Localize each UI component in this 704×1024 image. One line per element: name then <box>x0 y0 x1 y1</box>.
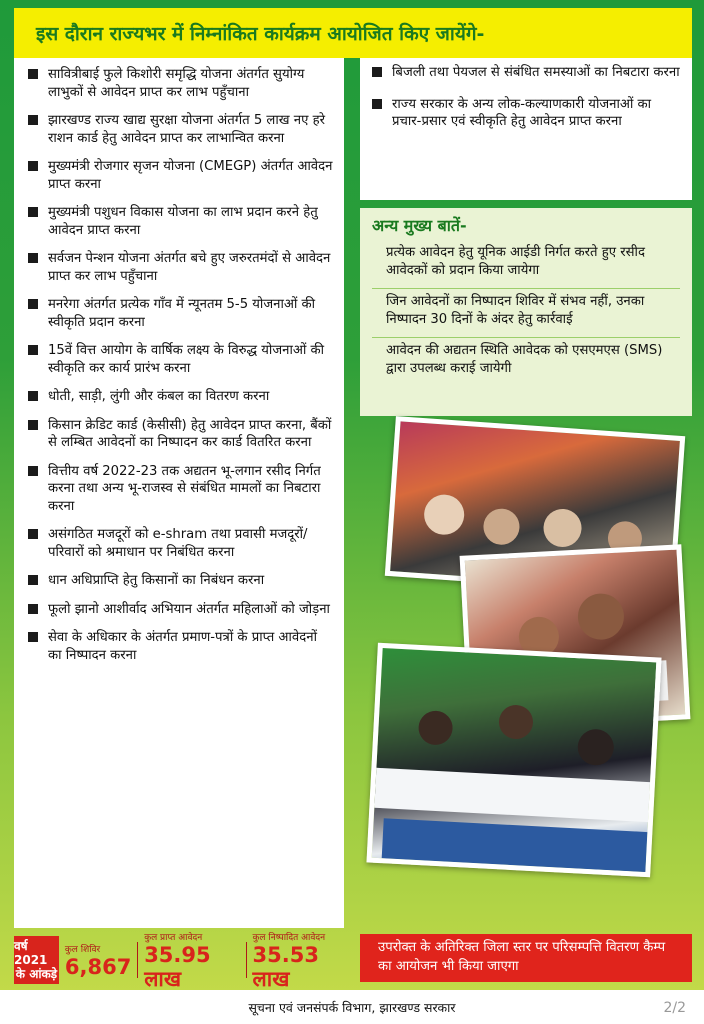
list-item-text: मुख्यमंत्री पशुधन विकास योजना का लाभ प्रदान करने हेतु आवेदन प्राप्त करना <box>48 205 318 238</box>
stat-label: कुल निष्पादित आवेदन <box>252 932 326 943</box>
camp-photo-registration <box>366 643 661 878</box>
list-item <box>26 463 334 516</box>
note-item: आवेदन की अद्यतन स्थिति आवेदक को एसएमएस (SMS) द्वारा उपलब्ध कराई जायेगी <box>386 343 663 376</box>
list-item <box>26 342 334 377</box>
list-item-text: सावित्रीबाई फुले किशोरी समृद्धि योजना अंतर्गत सुयोग्य लाभुकों से आवेदन प्राप्त कर लाभ पहुँचाना <box>48 67 305 100</box>
stats-strip <box>14 932 354 991</box>
list-item <box>26 66 334 101</box>
other-points-list <box>372 240 680 386</box>
list-item <box>370 96 682 131</box>
list-item-text: सर्वजन पेन्शन योजना अंतर्गत बचे हुए जरुरतमंदों से आवेदन प्राप्त कर लाभ पहुँचाना <box>48 251 331 284</box>
stat-label: कुल शिविर <box>64 944 101 955</box>
list-item-text: मनरेगा अंतर्गत प्रत्येक गाँव में न्यूनतम 5-5 योजनाओं की स्वीकृति प्रदान करना <box>48 297 316 330</box>
page-number: 2/2 <box>663 1000 686 1016</box>
header-banner <box>14 8 692 58</box>
square-bullet-icon <box>28 299 38 309</box>
square-bullet-icon <box>28 420 38 430</box>
stat-label: कुल प्राप्त आवेदन <box>144 932 203 943</box>
other-points-box <box>360 208 692 416</box>
square-bullet-icon <box>28 345 38 355</box>
square-bullet-icon <box>28 391 38 401</box>
district-camp-text: उपरोक्त के अतिरिक्त जिला स्तर पर परिसम्पत्ति वितरण कैम्प का आयोजन भी किया जाएगा <box>378 940 666 974</box>
square-bullet-icon <box>28 575 38 585</box>
list-item <box>26 204 334 239</box>
footer-bar <box>0 990 704 1024</box>
list-item <box>370 64 682 82</box>
list-item-text: झारखण्ड राज्य खाद्य सुरक्षा योजना अंतर्गत 5 लाख नए हरे राशन कार्ड हेतु आवेदन प्राप्त कर लाभान्वित करना <box>48 113 325 146</box>
list-item <box>26 417 334 452</box>
list-item-text: किसान क्रेडिट कार्ड (केसीसी) हेतु आवेदन प्राप्त करना, बैंकों से लम्बित आवेदनों का निष्पादन कर कार्ड वितरित करना <box>48 417 332 450</box>
footer-department: सूचना एवं जनसंपर्क विभाग, झारखण्ड सरकार <box>248 999 456 1015</box>
list-item-text: वित्तीय वर्ष 2022-23 तक अद्यतन भू-लगान रसीद निर्गत करना तथा अन्य भू-राजस्व से संबंधित मामलों का निबटारा करना <box>48 463 321 514</box>
stat-value: 35.53 लाख <box>252 942 319 991</box>
list-item-text: धोती, साड़ी, लुंगी और कंबल का वितरण करना <box>48 389 270 404</box>
stats-year-badge <box>14 936 59 984</box>
note-item: प्रत्येक आवेदन हेतु यूनिक आईडी निर्गत करते हुए रसीद आवेदकों को प्रदान किया जायेगा <box>372 240 680 289</box>
square-bullet-icon <box>372 67 382 77</box>
list-item-text: फूलो झानो आशीर्वाद अभियान अंतर्गत महिलाओं को जोड़ना <box>48 601 330 617</box>
list-item-text: असंगठित मजदूरों को e-shram तथा प्रवासी मजदूरों/परिवारों को श्रमाधान पर निबंधित करना <box>48 527 308 560</box>
list-item <box>26 296 334 331</box>
square-bullet-icon <box>372 99 382 109</box>
list-item-text: मुख्यमंत्री रोजगार सृजन योजना (CMEGP) अंतर्गत आवेदन प्राप्त करना <box>48 159 333 192</box>
left-bullet-list <box>26 66 334 664</box>
square-bullet-icon <box>28 529 38 539</box>
stat-total-camps <box>59 936 137 984</box>
list-item-text: 15वें वित्त आयोग के वार्षिक लक्ष्य के विरुद्ध योजनाओं की स्वीकृति कर कार्य प्रारंभ करना <box>48 343 325 376</box>
stat-value: 35.95 लाख <box>144 942 211 991</box>
stat-total-disposed <box>247 932 354 991</box>
list-item-text: धान अधिप्राप्ति हेतु किसानों का निबंधन करना <box>48 573 265 588</box>
square-bullet-icon <box>28 253 38 263</box>
note-item: जिन आवेदनों का निष्पादन शिविर में संभव नहीं, उनका निष्पादन 30 दिनों के अंदर हेतु कार्रवाई <box>372 289 680 338</box>
square-bullet-icon <box>28 604 38 614</box>
list-item <box>26 629 334 664</box>
list-item-text: राज्य सरकार के अन्य लोक-कल्याणकारी योजनाओं का प्रचार-प्रसार एवं स्वीकृति हेतु आवेदन प्राप्त करना <box>392 96 652 129</box>
left-program-list <box>14 58 344 928</box>
right-program-list <box>360 58 692 200</box>
other-points-title: अन्य मुख्य बातें- <box>372 216 467 235</box>
photo-collage <box>372 418 692 908</box>
list-item <box>26 158 334 193</box>
right-bullet-list <box>370 64 682 131</box>
list-item <box>26 112 334 147</box>
list-item <box>26 250 334 285</box>
square-bullet-icon <box>28 207 38 217</box>
square-bullet-icon <box>28 161 38 171</box>
stats-year-line2: के आंकड़े <box>15 967 58 981</box>
list-item-text: सेवा के अधिकार के अंतर्गत प्रमाण-पत्रों के प्राप्त आवेदनों का निष्पादन करना <box>48 630 317 663</box>
square-bullet-icon <box>28 115 38 125</box>
square-bullet-icon <box>28 69 38 79</box>
header-title: इस दौरान राज्यभर में निम्नांकित कार्यक्रम आयोजित किए जायेंगे- <box>36 23 485 45</box>
square-bullet-icon <box>28 466 38 476</box>
list-item <box>26 388 334 406</box>
list-item <box>26 526 334 561</box>
stat-total-received <box>138 932 245 991</box>
list-item <box>26 601 334 619</box>
stats-year-line1: वर्ष 2021 <box>14 939 48 967</box>
square-bullet-icon <box>28 632 38 642</box>
list-item <box>26 572 334 590</box>
district-camp-banner <box>360 934 692 982</box>
list-item-text: बिजली तथा पेयजल से संबंधित समस्याओं का निबटारा करना <box>392 65 680 80</box>
stat-value: 6,867 <box>64 954 132 979</box>
